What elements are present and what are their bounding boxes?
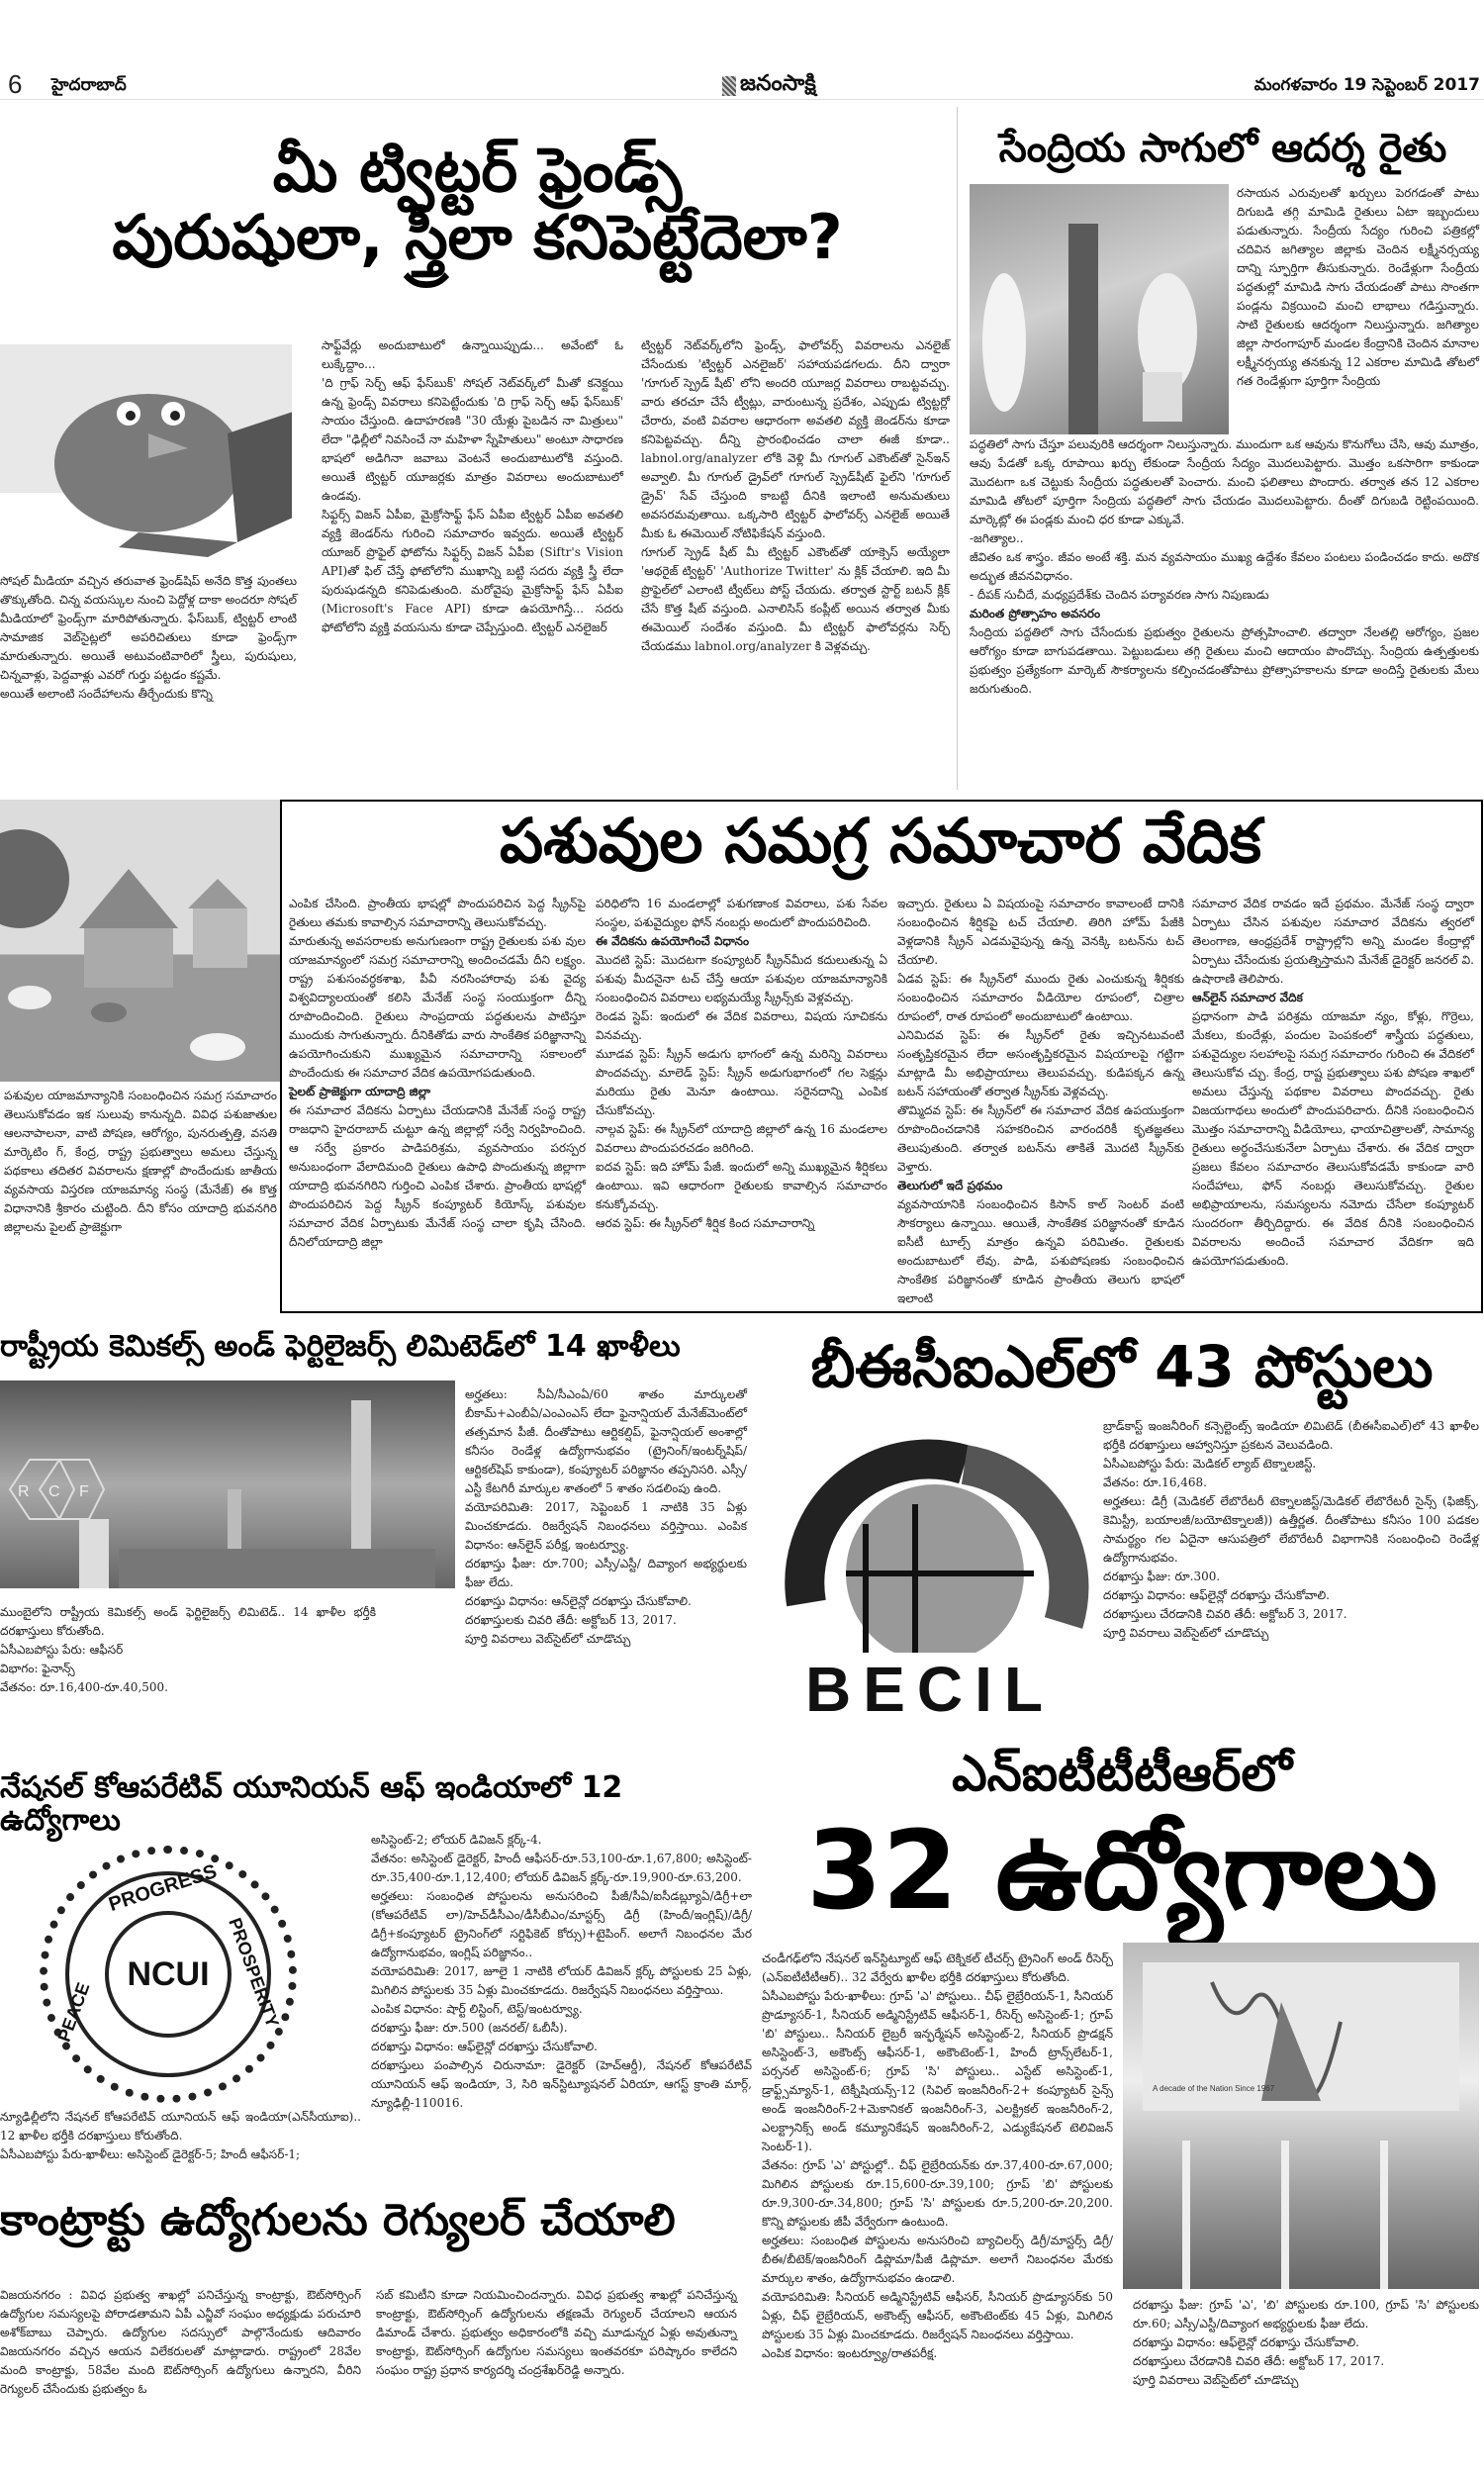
nitttr-body-right: దరఖాస్తు ఫీజు: గ్రూప్ 'ఎ', 'బి' పోస్టులకు రూ.100, గ్రూప్ 'సి' పోస్టులకు రూ.60; ఎస్సీ/ఎస్టీ/దివ్యాంగ అభ్యర్థులకు ఫీజు లేదు. దరఖాస్తు విధానం: ఆఫ్‌లైన్లో దరఖాస్తు చేసుకోవాలి. దరఖాస్తులు చేరడానికి చివరి తేదీ: అక్టోబర్ 17, 2017. పూర్తి వివరాలు వెబ్‌సైట్‌లో చూడొచ్చు <box>1133 2298 1479 2387</box>
becil-jobs-article <box>762 1326 1482 1742</box>
organic-body-bottom: పద్ధతిలో సాగు చేస్తూ పలువురికి ఆదర్శంగా నిలుస్తున్నారు. ముందుగా ఒక ఆవును కొనుగోలు చేసి, ఆవు మూత్రం, ఆవు పేడతో ఒక్క రూపాయి ఖర్చు లేకుండా సేంద్రీయ సేద్యం మొదలుపెట్టారు. మొత్తం ఒకసారిగా కాకుండా మొదటగా ఒక చెట్టుకు సేంద్రీయ పద్ధతులతో పెంచారు. మంచి ఫలితాలు పొందారు. తర్వాత తన 12 ఎకరాల మామిడి తోటలో పూర్తిగా సేంద్రియ పద్ధతిలో సాగు చేయడం మొదలుపెట్టారు. దీంతో దిగుబడి రెట్టింపయింది. మార్కెట్లో ఈ పండ్లకు మంచి ధర కూడా ఎక్కువే. -జగిత్యాల.. జీవితం ఒక శాస్త్రం. జీవం అంటే శక్తి. మన వ్యవసాయం ముఖ్య ఉద్దేశం కేవలం పంటలు పండించడం కాదు. అదొక అద్భుత జీవనవిధానం. - దీపక్ సుచీదే, మధ్యప్రదేశ్‌కు చెందిన పర్యావరణ సాగు నిపుణుడు మరింత ప్రోత్సాహం అవసరం సేంద్రియ పద్దతిలో సాగు చేసేందుకు ప్రభుత్వం రైతులను ప్రోత్సహించాలి. తద్వారా నేలతల్లి ఆరోగ్యం, ప్రజల ఆరోగ్యం కూడా బాగుపడతాయి. పెట్టుబడులు తగ్గి రైతులు మంచి ఆదాయం పొందొచ్చు. సేంద్రియ ఉత్పత్తులకు ప్రభుత్వం ప్రత్యేకంగా మార్కెట్ సౌకర్యాలను కల్పించడంతోపాటు ప్రోత్సాహకాలను కూడా అందిస్తే రైతులకు మేలు జరుగుతుంది. <box>970 437 1479 696</box>
photo-caption: A decade of the Nation Since 1967 <box>1153 2084 1275 2093</box>
rcf-plant-photo <box>0 1380 455 1588</box>
twitter-headline-line1: మీ ట్విట్టర్ ఫ్రెండ్స్ <box>272 134 683 206</box>
twitter-col1: సోషల్ మీడియా వచ్చిన తరువాత ఫ్రెండ్‌షిప్ అనేది కొత్త పుంతలు తొక్కుతోంది. చిన్న వయస్కుల నుంచి పెద్దోళ్ల దాకా అందరూ సోషల్ మీడియాలో ఫ్రెండ్స్‌గా మారిపోతున్నారు. ఫేస్‌బుక్, ట్విట్టర్ లాంటి సామాజిక వెబ్‌సైట్లలో అపరిచితులు కూడా ఫ్రెండ్స్‌గా మారుతున్నారు. అయితే అటువంటివారిలో స్త్రీలు, పురుషులు, చిన్నవాళ్లు, పెద్దవాళ్లు ఎవరో గుర్తు పట్టడం కష్టమే. అయితే అలాంటి సందేహాలను తీర్చేందుకు కొన్ని <box>0 574 297 701</box>
rcf-logo-c: C <box>48 1483 60 1500</box>
issue-date: మంగళవారం 19 సెప్టెంబర్ 2017 <box>1253 75 1480 95</box>
organic-farming-article <box>965 107 1481 790</box>
masthead-title: జనంసాక్షి <box>740 71 816 96</box>
ncui-seal-left: PEACE <box>53 1979 94 2045</box>
becil-headline: బీఈసీఐఎల్‌లో 43 పోస్టులు <box>810 1333 1434 1400</box>
nitttr-building-photo <box>1123 1943 1479 2289</box>
rcf-logo-r: R <box>18 1483 30 1500</box>
ncui-seal-center: NCUI <box>105 1911 232 2038</box>
column-divider <box>957 107 958 790</box>
livestock-col5: సమాచార వేదిక రావడం ఇదే ప్రథమం. మేనేజ్ సంస్థ ద్వారా ఏర్పాటు చేసిన పశువుల సమాచార వేదికను త్వరలో తెలంగాణ, ఆంధ్రప్రదేశ్ రాష్ట్రాల్లోని అన్ని మండల కేంద్రాల్లో ఏర్పాటు చేసేందుకు ప్రయత్నిస్తామని మేనేజ్ డైరెక్టర్ జనరల్ వి. ఉషారాణి తెలిపారు. ఆన్‌లైన్ సమాచార వేదిక ప్రధానంగా పాడి పరిశ్రమ యాజమా న్యం, కోళ్లు, గొర్రెలు, మేకలు, కుందేళ్లు, పందుల పెంపకంలో శాస్త్రీయ పద్ధతులు, పశువైద్యుల సలహాలపై సమగ్ర సమాచారం గురించి ఈ వేదికలో తెలుసుకోవ చ్చు. కేంద్ర, రాష్ట ప్రభుత్వాలు పశు పోషణ శాఖలో అమలు చేస్తున్న పథకాల వివరాలు పొందవచ్చు. రైతు విజయగాథలు అందులో పొందుపరిచారు. దీనికి సంబంధించిన మొత్తం సమాచారాన్ని వీడియోలు, ఛాయాచిత్రాలతో, సామాన్య రైతులు అర్థంచేసుకునేలా ఏర్పాటు చేశారు. ఈ వేదిక ద్వారా ప్రజలు కేవలం సమాచారం తెలుసుకోవడమే కాకుండా వారి సందేహాలు, ఫోన్ నంబర్లు తెలుసుకోవచ్చు. రైతుల అభిప్రాయాలను, సమస్యలను నమోదు చేసేలా కంప్యూటర్ సుందరంగా తీర్చిదిద్దారు. ఈ వేదిక దీనికి సంబంధించిన వివరాలను అందించే సమాచార వేదికగా ఇది ఉపయోగపడుతుంది. <box>1192 897 1474 1268</box>
twitter-headline <box>0 134 955 274</box>
livestock-headline: పశువుల సమగ్ర సమాచార వేదిక <box>500 805 1261 877</box>
nitttr-body: చండీగఢ్‌లోని నేషనల్ ఇన్‌స్టిట్యూట్ ఆఫ్ టెక్నికల్ టీచర్స్ ట్రైనింగ్ అండ్ రీసెర్చ్ (ఎన్ఐటీటీటీఆర్).. 32 వేర్వేరు ఖాళీల భర్తీకి దరఖాస్తులు కోరుతోంది. ఏసీఎబపోస్టు పేరు-ఖాళీలు: గ్రూప్ 'ఎ' పోస్టులు.. చీఫ్ లైబ్రేరియన్-1, సీనియర్ ప్రొడ్యూసర్-1, సీనియర్ అడ్మినిస్ట్రేటివ్ ఆఫీసర్-1, రీసెర్చ్ అసిస్టెంట్-1; గ్రూప్ 'బి' పోస్టులు.. సీనియర్ లైబ్రరీ ఇన్ఫర్మేషన్ అసిస్టెంట్-2, సీనియర్ ప్రొడక్షన్ అసిస్టెంట్-3, అకౌంట్స్ ఆఫీసర్-1, అకౌంటెంట్-1, హిందీ ట్రాన్స్‌లేటర్-1, పర్సనల్ అసిస్టెంట్-6; గ్రూప్ 'సి' పోస్టులు.. ఎస్టేట్ అసిస్టెంట్-1, డ్రాఫ్ట్స్‌మ్యాన్-1, టెక్నీషియన్స్-12 (సివిల్ ఇంజనీరింగ్-2+ కంప్యూటర్ సైన్స్ అండ్ ఇంజనీరింగ్-2+మెకానికల్ ఇంజనీరింగ్-3, ఎలక్ట్రికల్ ఇంజనీరింగ్-2, ఎలక్ట్రానిక్స్ అండ్ కమ్యూనికేషన్ ఇంజనీరింగ్-2, ఎడ్యుకేషనల్ టెలివిజన్ సెంటర్-1). వేతనం: గ్రూప్ 'ఎ' పోస్టుల్లో.. చీఫ్ లైబ్రేరియన్‌కు రూ.37,400-రూ.67,000; మిగిలిన పోస్టులకు రూ.15,600-రూ.39,100; గ్రూప్ 'బి' పోస్టులకు రూ.9,300-రూ.34,800; గ్రూప్ 'సి' పోస్టులకు రూ.5,200-రూ.20,200. కొన్ని పోస్టులకు జీపీ వేర్వేరుగా ఉంటుంది. అర్హతలు: సంబంధిత పోస్టులను అనుసరించి బ్యాచిలర్స్ డిగ్రీ/మాస్టర్స్ డిగ్రీ/బీఈ/బీటెక్/ఇంజనీరింగ్ డిప్లొమా/పీజీ డిప్లొమా. అలాగే నిబంధనల మేరకు మార్కుల శాతం, ఉద్యోగానుభవం ఉండాలి. వయోపరిమితి: సీనియర్ అడ్మినిస్ట్రేటివ్ ఆఫీసర్, సీనియర్ ప్రొడ్యూసర్‌కు 50 ఏళ్లు, చీఫ్ లైబ్రేరియన్, అకౌంట్స్ ఆఫీసర్, అకౌంటెంట్‌కు 45 ఏళ్లు, మిగిలిన పోస్టులకు 35 ఏళ్లు మించకూడదు. రిజర్వేషన్ నిబంధనలు వర్తిస్తాయి. ఎంపిక విధానం: ఇంటర్వ్యూ/రాతపరీక్ష. <box>762 1951 1113 2360</box>
rcf-jobs-article <box>0 1326 752 1752</box>
ncui-body: అసిస్టెంట్-2; లోయర్ డివిజన్ క్లర్క్-4. వేతనం: అసిస్టెంట్ డైరెక్టర్, హిందీ ఆఫీసర్-రూ.53,100-రూ.1,67,800; అసిస్టెంట్-రూ.35,400-రూ.1,12,400; లోయర్ డివిజన్ క్లర్క్-రూ.19,900-రూ.63,200. అర్హతలు: సంబంధిత పోస్టులను అనుసరించి పీజీ/సీఏ/ఐసీడబ్ల్యూఏ/డిగ్రీ+లా (కోఆపరేటివ్ లా)/హెచ్‌డీసీఎం/డీసీబీఎం/మాస్టర్స్ డిగ్రీ (హిందీ/ఇంగ్లిష్)/డిగ్రీ/డిగ్రీ+కంప్యూటర్ ట్రైనింగ్‌లో సర్టిఫికెట్ కోర్సు)+టైపింగ్. అలాగే నిబంధనల మేర ఉద్యోగానుభవం, ఇంగ్లిష్ పరిజ్ఞానం.. వయోపరిమితి: 2017, జూలై 1 నాటికి లోయర్ డివిజన్ క్లర్క్ పోస్టులకు 25 ఏళ్లు, మిగిలిన పోస్టులకు 35 ఏళ్లు మించకూడదు. రిజర్వేషన్ నిబంధనలు వర్తిస్తాయి. ఎంపిక విధానం: షార్ట్ లిస్టింగ్, టెస్ట్/ఇంటర్వ్యూ. దరఖాస్తు ఫీజు: రూ.500 (జనరల్/ ఓబీసీ). దరఖాస్తు విధానం: ఆఫ్‌లైన్లో దరఖాస్తు చేసుకోవాలి. దరఖాస్తులు పంపాల్సిన చిరునామా: డైరెక్టర్ (హెచ్ఆర్డీ), నేషనల్ కోఆపరేటివ్ యూనియన్ ఆఫ్ ఇండియా, 3, సిరి ఇన్‌స్టిట్యూషనల్ ఏరియా, ఆగస్ట్ క్రాంతి మార్గ్, న్యూఢిల్లీ-110016. <box>371 1833 752 2110</box>
logo-icon <box>722 76 736 96</box>
rcf-headline: రాష్ట్రీయ కెమికల్స్ అండ్ ఫెర్టిలైజర్స్ లిమిటెడ్‌లో 14 ఖాళీలు <box>0 1329 681 1364</box>
twitter-article <box>0 107 955 790</box>
nitttr-headline-line2: 32 ఉద్యోగాలు <box>806 1807 1438 1934</box>
organic-body-top: రసాయన ఎరువులతో ఖర్చులు పెరగడంతో పాటు దిగుబడి తగ్గి మామిడి రైతులు ఏటా ఇబ్బందులు పడుతున్నారు. సేంద్రీయ సేద్యం గురించి పత్రికల్లో చదివిన జగిత్యాల జిల్లాకు చెందిన లక్ష్మీనర్సయ్య దాన్ని స్ఫూర్తిగా తీసుకున్నారు. రెండేళ్లుగా సేంద్రీయ పద్ధతుల్లో మామిడి సాగు చేయడంతో పాటు సొంతగా పండ్లను విక్రయించి మంచి లాభాలు గడిస్తున్నారు. సాటి రైతులకు ఆదర్శంగా నిలుస్తున్నారు. జగిత్యాల జిల్లా సారంగాపూర్ మండల కేంద్రానికి చెందిన మానాల లక్ష్మీనర్సయ్య తనకున్న 12 ఎకరాల మామిడి తోటలో గత రెండేళ్లుగా పూర్తిగా సేంద్రియ <box>1237 186 1479 388</box>
contract-col1: విజయనగరం : వివిధ ప్రభుత్వ శాఖల్లో పనిచేస్తున్న కాంట్రాక్టు, ఔట్‌సోర్సింగ్ ఉద్యోగుల సమస్యలపై పోరాడతామని ఏపీ ఎన్జీవో సంఘం అధ్యక్షుడు పరుచూరి అశోక్‌బాబు చెప్పారు. ఉద్యోగుల సదస్సులో పాల్గొనేందుకు ఆదివారం విజయనగరం వచ్చిన ఆయన విలేకరులతో మాట్లాడారు. రాష్ట్రంలో 28వేల మంది కాంట్రాక్టు, 58వేల మంది ఔట్‌సోర్సింగ్ ఉద్యోగులు ఉన్నారని, వీరిని రెగ్యులర్ చేసేందుకు ప్రభుత్వం ఓ <box>0 2288 361 2396</box>
rcf-right-text: అర్హతలు: సీఏ/సీఎంఏ/60 శాతం మార్కులతో బీకామ్+ఎంబీఏ/ఎంఎంఎస్ లేదా ఫైనాన్షియల్ మేనేజ్‌మెంట్‌లో తత్సమాన పీజీ. దీంతోపాటు ఆర్టికల్షిప్, ఫైనాన్షియల్ అంశాల్లో కనీసం రెండేళ్ల ఉద్యోగానుభవం (ట్రైనింగ్/ఇంటర్న్‌షిప్/ఆర్టికల్‌షిప్ కాకుండా), కంప్యూటర్ పరిజ్ఞానం తప్పనిసరి. ఎస్సీ/ఎస్టీ కేటగిరీ మార్కుల శాతంలో 5 శాతం సడలింపు ఉంది. వయోపరిమితి: 2017, సెప్టెంబర్ 1 నాటికి 35 ఏళ్లు మించకూడదు. రిజర్వేషన్ నిబంధనలు వర్తిస్తాయి. ఎంపిక విధానం: ఆన్‌లైన్ పరీక్ష, ఇంటర్వ్యూ. దరఖాస్తు ఫీజు: రూ.700; ఎస్సీ/ఎస్టీ/ దివ్యాంగ అభ్యర్థులకు ఫీజు లేదు. దరఖాస్తు విధానం: ఆన్‌లైన్లో దరఖాస్తు చేసుకోవాలి. దరఖాస్తులకు చివరి తేదీ: అక్టోబర్ 13, 2017. పూర్తి వివరాలు వెబ్‌సైట్‌లో చూడొచ్చు <box>465 1387 747 1646</box>
masthead-logo <box>722 71 816 101</box>
livestock-lead: పశువుల యాజమాన్యానికి సంబంధించిన సమగ్ర సమాచారం తెలుసుకోవడం ఇక సులువు కానున్నది. వివిధ పశుజాతుల ఆలనాపాలనా, వాటి పోషణ, ఆరోగ్యం, పునరుత్పత్తి, వసతి మార్కెటిం గ్, కేంద్ర, రాష్ట్ర ప్రభుత్వాలు అమలు చేస్తున్న పథకాలు తదితర వివరాలను క్షణాల్లో పొందేందుకు జాతీయ వ్యవసాయ విస్తరణ యాజమాన్య సంస్థ (మేనేజ్) ఈ కొత్త విధానానికి శ్రీకారం చుట్టింది. దీని కోసం యాదాద్రి భువనగిరి జిల్లాలను పైలట్ ప్రాజెక్టుగా <box>4 1089 277 1234</box>
becil-logo-text: BECIL <box>805 1654 1055 1725</box>
becil-globe-logo <box>767 1425 1093 1653</box>
livestock-col3: పరిధిలోని 16 మండలాల్లో పశుగణాంక వివరాలు, పశు సేవల సంస్థల, పశువైద్యుల ఫోన్ నంబర్లు అందులో పొందుపరిచింది. ఈ వేదికను ఉపయోగించే విధానం మొదటి స్టెప్: మొదటగా కంప్యూటర్ స్క్రీన్‌మీద కదులుతున్న ఏ పశువు మీదనైనా టచ్ చేస్తే ఆయా పశువుల యాజమాన్యానికి సంబంధించిన వివరాలు లభ్యమయ్యే స్క్రీన్స్‌కు వెళ్లవచ్చు. రెండవ స్టెప్: ఇందులో ఈ వేదిక వివరాలు, విషయ సూచికను వినవచ్చు. మూడవ స్టెప్: స్క్రీన్ అడుగు భాగంలో ఉన్న మరిన్ని వివరాలు పొందవచ్చు. మాలెడ్ స్టెప్: స్క్రీన్ అడుగుభాగంలో గల సెక్షన్లు మరియు రైతు మెనూ ఉంటాయి. సరైనదాన్ని ఎంపిక చేసుకోవచ్చు. నాల్గవ స్టెప్: ఈ స్క్రీన్‌లో యాదాద్రి జిల్లాలో ఉన్న 16 మండలాల వివరాలు పొందుపరచడం జరిగింది. ఐదవ స్టెప్: ఇది హోమ్ పేజీ. ఇందులో అన్ని ముఖ్యమైన శీర్షికలు ఉంటాయి. ఇవి ఆధారంగా రైతులకు కావాల్సిన సమాచారం కనుక్కోవచ్చు. ఆరవ స్టెప్: ఈ స్క్రీన్‌లో శీర్షిక కింద సమాచారాన్ని <box>596 897 887 1230</box>
livestock-article <box>0 800 1484 1314</box>
contract-employees-article <box>0 2177 752 2415</box>
nitttr-headline-line1: ఎన్ఐటీటీటీఆర్‌లో <box>952 1745 1292 1802</box>
livestock-col4: ఇచ్చారు. రైతులు ఏ విషయంపై సమాచారం కావాలంటే దానికి సంబంధించిన శీర్షికపై టచ్ చేయాలి. తిరిగి హోమ్ పేజీకి వెళ్లడానికి స్క్రీన్ ఎడమవైపున్న ఉన్న వెనక్కి బటన్‌ను టచ్ చేయాలి. ఏడవ స్టెప్: ఈ స్క్రీన్‌లో ముందు రైతు ఎంచుకున్న శీర్షికకు సంబంధించిన సమాచారం వీడియోల రూపంలో, చిత్రాల రూపంలో, రాత రూపంలో అందుబాటులో ఉంటాయి. ఎనిమిదవ స్టెప్: ఈ స్క్రీన్‌లో రైతు ఇచ్చినటువంటి సంతృప్తికరమైన లేదా అసంతృప్తికరమైన విషయాలపై గట్టిగా మాట్లాడి మీ అభిప్రాయాలు తెలుపవచ్చు. కుడిపక్కన ఉన్న బటన్ సహాయంతో తర్వాత స్క్రీన్‌కు వెళ్లవచ్చు. తొమ్మిదవ స్టెప్: ఈ స్క్రీన్‌లో ఈ సమాచార వేదిక ఉపయుక్తంగా రూపొందించడానికి సహకరించిన వారందరికీ కృతజ్ఞతలు తెలుపుతుంది. తర్వాత బటన్‌ను తాకితే మొదటి స్క్రీన్‌కు వెళ్తారు. తెలుగులో ఇదే ప్రథమం వ్యవసాయానికి సంబంధించిన కిసాన్ కాల్ సెంటర్ వంటి సౌకర్యాలు ఉన్నాయి. ఆయితే, సాంకేతిక పరిజ్ఞానంతో కూడిన ఐసీటీ టూల్స్ మాత్రం ఉన్నవి పరిమితం. రైతులకు అందుబాటులో లేవు. పాడి, పశుపోషణకు సంబంధించిన సాంకేతిక పరిజ్ఞానంతో కూడిన ప్రాంతీయ తెలుగు భాషలో ఇలాంటి <box>897 897 1184 1305</box>
ncui-intro: న్యూఢిల్లీలోని నేషనల్ కోఆపరేటివ్ యూనియన్ ఆఫ్ ఇండియా(ఎన్‌సీయూఐ).. 12 ఖాళీల భర్తీకి దరఖాస్తులు కోరుతోంది. ఏసీఎబపోస్టు పేరు-ఖాళీలు: అసిస్టెంట్ డైరెక్టర్-5; హిందీ ఆఫీసర్-1; <box>0 2110 361 2161</box>
rcf-left-text: ముంబైలోని రాష్ట్రీయ కెమికల్స్ అండ్ ఫెర్టిలైజర్స్ లిమిటెడ్.. 14 ఖాళీల భర్తీకి దరఖాస్తులు కోరుతోంది. ఏసీఎబపోస్టు పేరు: ఆఫీసర్ విభాగం: ఫైనాన్స్ వేతనం: రూ.16,400-రూ.40,500. <box>0 1605 376 1694</box>
bird-laptop-illustration <box>0 344 292 562</box>
contract-col2: సబ్ కమిటీని కూడా నియమించిందన్నారు. వివిధ ప్రభుత్వ శాఖల్లో పనిచేస్తున్న కాంట్రాక్టు, ఔట్‌సోర్సింగ్ ఉద్యోగులను తక్షణమే రెగ్యులర్ చేయాలని ఆయన డిమాండ్ చేశారు. ప్రభుత్వం అధికారంలోకి వచ్చి మూడున్నర ఏళ్లు అవుతున్నా కాంట్రాక్టు, ఔట్‌సోర్సింగ్ ఉద్యోగుల సమస్యలు ఇంతవరకూ పరిష్కారం కాలేదని సంఘం రాష్ట్ర ప్రధాన కార్యదర్శి చంద్రశేఖర్‌రెడ్డి అన్నారు. <box>376 2288 737 2377</box>
ncui-seal <box>40 1846 297 2103</box>
twitter-headline-line2: పురుషులా, స్త్రీలా కనిపెట్టేదెలా? <box>112 201 843 274</box>
farmers-photo-placeholder <box>970 184 1229 434</box>
orchard-photo <box>970 184 1229 434</box>
page-header <box>0 69 1484 100</box>
building-photo-placeholder <box>1123 1943 1479 2289</box>
rcf-logo-f: F <box>79 1483 89 1500</box>
contract-headline: కాంట్రాక్టు ఉద్యోగులను రెగ్యులర్ చేయాలి <box>0 2195 676 2245</box>
ncui-headline: నేషనల్ కోఆపరేటివ్ యూనియన్ ఆఫ్ ఇండియాలో 12 ఉద్యోగాలు <box>0 1770 623 1838</box>
twitter-col3: ట్విట్టర్ నెట్‌వర్క్‌లోని ఫ్రెండ్స్, ఫాలోవర్స్ వివరాలను ఎనలైజ్ చేసేందుకు 'ట్విట్టర్ ఎనలైజర్' సహాయపడగలదు. దీని ద్వారా 'గూగుల్ స్ప్రెడ్ షీట్' లోని అందరి యూజర్ల వివరాలు రాబట్టవచ్చు. వారు తరచూ చేసే ట్వీట్లు, వారుంటున్న ప్రదేశం, ఎప్పుడు ట్విట్టర్లో చేరారు, వంటి వివరాల ఆధారంగా అవతలి వ్యక్తి జెండర్‌ను కూడా కనిపెట్టవచ్చు. దీన్ని ప్రారంభించడం చాలా ఈజీ కూడా.. labnol.org/analyzer లోకి వెళ్లి మీ గూగుల్ ఎకౌంట్‌తో సైన్‌ఇన్ అవ్వాలి. మీ గూగుల్ డ్రైవ్‌లో గూగుల్ స్ప్రెడ్‌షీట్ ఫైల్‌ని 'గూగుల్ డ్రైవ్' సేవ్ చేస్తుంది కాబట్టి దీనికి ఇలాంటి అనుమతులు అవసరమవుతాయి. ఒక్కసారి ట్విట్టర్ ఫాలోవర్స్ ఎనలైజ్ అయితే మీకు ఓ ఈమెయిల్ నోటిఫికేషన్ వస్తుంది. గూగుల్ స్ప్రెడ్ షీట్ మీ ట్విట్టర్ ఎకౌంట్‌తో యాక్సెస్ అయ్యేలా 'ఆథరైజ్ ట్విట్టర్' 'Authorize Twitter' ను క్లిక్ చేయాలి. ఇది మీ ప్రొఫైల్‌లో ఎలాంటి ట్వీట్‌లు పోస్ట్ చేయదు. తర్వాత స్టార్ట్ బటన్ క్లిక్ చేసే కొత్త షీట్ వస్తుంది. ఎనాలిసిస్ కంప్లీట్ అయిన తర్వాత మీకు ఈమెయిల్ సందేశం వస్తుంది. మీ ట్విట్టర్ ఫాలోవర్లను సెర్చ్ చేయడము labnol.org/analyzer కి వెళ్లవచ్చు. <box>641 338 950 653</box>
village-animals-illustration <box>0 800 282 1082</box>
becil-logo <box>767 1425 1093 1725</box>
bird-laptop-image <box>0 344 292 562</box>
edition-city: హైదరాబాద్ <box>51 75 127 95</box>
ncui-seal-right: PROSPERITY <box>225 1915 283 2031</box>
livestock-col2: ఎంపిక చేసింది. ప్రాంతీయ భాషల్లో పొందుపరిచిన పెద్ద స్క్రీన్‌పై రైతులు తమకు కావాల్సిన సమాచారాన్ని తెలుసుకోవచ్చు. మారుతున్న అవసరాలకు అనుగుణంగా రాష్ట్ర రైతులకు పశు వుల యాజమాన్యంలో సమగ్ర సమాచారాన్ని అందించడమే దీని లక్ష్యం. రాష్ట్ర పశుసంవర్ధకశాఖ, పీవీ నరసింహారావు పశు వైద్య విశ్వవిద్యాలయంతో కలిసి మేనేజ్ సంస్థ సంయుక్తంగా దీన్ని రూపొందించింది. రైతులు సాంప్రదాయ పద్ధతులను పాటిస్తూ ముందుకు సాగుతున్నారు. దీనికితోడు వారు సాంకేతిక పరిజ్ఞానాన్ని ఉపయోగించుకుని ముఖ్యమైన సమాచారాన్ని సకాలంలో పొందేందుకు ఈ సమాచార వేదిక ఉపయోగపడుతుంది. పైలట్ ప్రాజెక్టుగా యాదాద్రి జిల్లా ఈ సమాచార వేదికను ఏర్పాటు చేయడానికి మేనేజ్ సంస్థ రాష్ట్ర రాజధాని హైదరాబాద్ చుట్టూ ఉన్న జిల్లాల్లో సర్వే నిర్వహించింది. ఆ సర్వే ప్రకారం పాడిపరిశ్రమ, వ్యవసాయం పరస్పర అనుబంధంగా వేలాదిమంది రైతులు ఉపాధి పొందుతున్న జిల్లాగా యాదాద్రి భువనగిరిని గుర్తించి ఎంపిక చేశారు. ప్రాంతీయ భాషల్లో పొందుపరిచిన పెద్ద స్క్రీన్ కంప్యూటర్ కియోస్క్ పశువుల సమాచార వేదిక ఏర్పాటుకు మేనేజ్ సంస్థ చాలా కృషి చేసింది. దీనిలోయాదాద్రి జిల్లా <box>289 897 586 1249</box>
nitttr-jobs-article <box>762 1745 1482 2387</box>
twitter-col2: సాఫ్ట్‌వేర్లు అందుబాటులో ఉన్నాయిప్పుడు... అవేంటో ఓ లుక్కేద్దాం... 'ది గ్రాఫ్ సెర్చ్ ఆఫ్ ఫేస్‌బుక్' సోషల్ నెట్‌వర్క్‌లో మీతో కనెక్టయి ఉన్న ఫ్రెండ్స్ వివరాలు కనిపెట్టేందుకు 'ది గ్రాఫ్ సెర్చ్ ఆఫ్ ఫేస్‌బుక్' సాయం చేస్తుంది. ఉదాహరణకి "30 యేళ్లు పైబడిన నా మిత్రులు" లేదా "ఢిల్లీలో నివసించే నా మహిళా స్నేహితులు" అంటూ సాధారణ భాషలో అడిగినా జవాబు వెంటనే అందుబాటులోకి వస్తుంది. అయితే ట్విట్టర్ యూజర్లకు మాత్రం వివరాలు అందుబాటులో ఉండవు. సిఫ్టర్స్ విజన్ ఏపీఐ, మైక్రోసాఫ్ట్ ఫేస్ ఏపీఐ ట్విట్టర్ ఏపీఐ అవతలి వ్యక్తి జెండర్‌ను గురించి సమాచారం ఇవ్వదు. అయితే ట్విట్టర్ యూజర్ ప్రొఫైల్ ఫోటోను సిఫ్టర్స్ విజన్ ఏపీఐ (Siftr's Vision API)తో ఫిల్ చేస్తే ఫోటోలోని ముఖాన్ని బట్టి సదరు వ్యక్తి స్త్రీ లేదా పురుషుడన్నది కనిపెడుతుంది. మరోవైపు మైక్రోసాఫ్ట్ ఫేస్ ఏపీఐ (Microsoft's Face API) కూడా ఉపయోగిస్తే... సదరు ఫోటోలోని వ్యక్తి వయసును కూడా చెప్పేస్తుంది. ట్విట్టర్ ఎనలైజర్ <box>322 338 623 634</box>
page-number: 6 <box>8 69 23 99</box>
factory-photo-placeholder <box>0 1380 455 1588</box>
ncui-jobs-article <box>0 1770 757 2161</box>
village-illustration <box>0 800 282 1082</box>
becil-body: బ్రాడ్‌కాస్ట్ ఇంజనీరింగ్ కన్సెల్టెంట్స్ ఇండియా లిమిటెడ్ (బీఈసీఐఎల్)లో 43 ఖాళీల భర్తీకి దరఖాస్తులు ఆహ్వానిస్తూ ప్రకటన వెలువడింది. ఏసీఎబపోస్టు పేరు: మెడికల్ ల్యాబ్ టెక్నాలజిస్ట్. వేతనం: రూ.16,468. అర్హతలు: డిగ్రీ (మెడికల్ లేబొరేటరీ టెక్నాలజిస్ట్/మెడికల్ లేబొరేటరీ సైన్స్ (ఫిజిక్స్, కెమిస్ట్రీ, బయాలజీ/బయోటెక్నాలజీ)) ఉత్తీర్ణత. దీంతోపాటు కనీసం 100 పడకల సామర్థ్యం గల ఏదైనా ఆసుపత్రిలో లేబొరేటరీ విభాగానికి సంబంధించి రెండేళ్ల ఉద్యోగానుభవం. దరఖాస్తు ఫీజు: రూ.300. దరఖాస్తు విధానం: ఆఫ్‌లైన్లో దరఖాస్తు చేసుకోవాలి. దరఖాస్తులు చేరడానికి చివరి తేదీ: అక్టోబర్ 3, 2017. పూర్తి వివరాలు వెబ్‌సైట్‌లో చూడొచ్చు <box>1103 1419 1479 1640</box>
organic-headline: సేంద్రియ సాగులో ఆదర్శ రైతు <box>998 126 1447 171</box>
ncui-seal-top: PROGRESS <box>106 1860 220 1917</box>
